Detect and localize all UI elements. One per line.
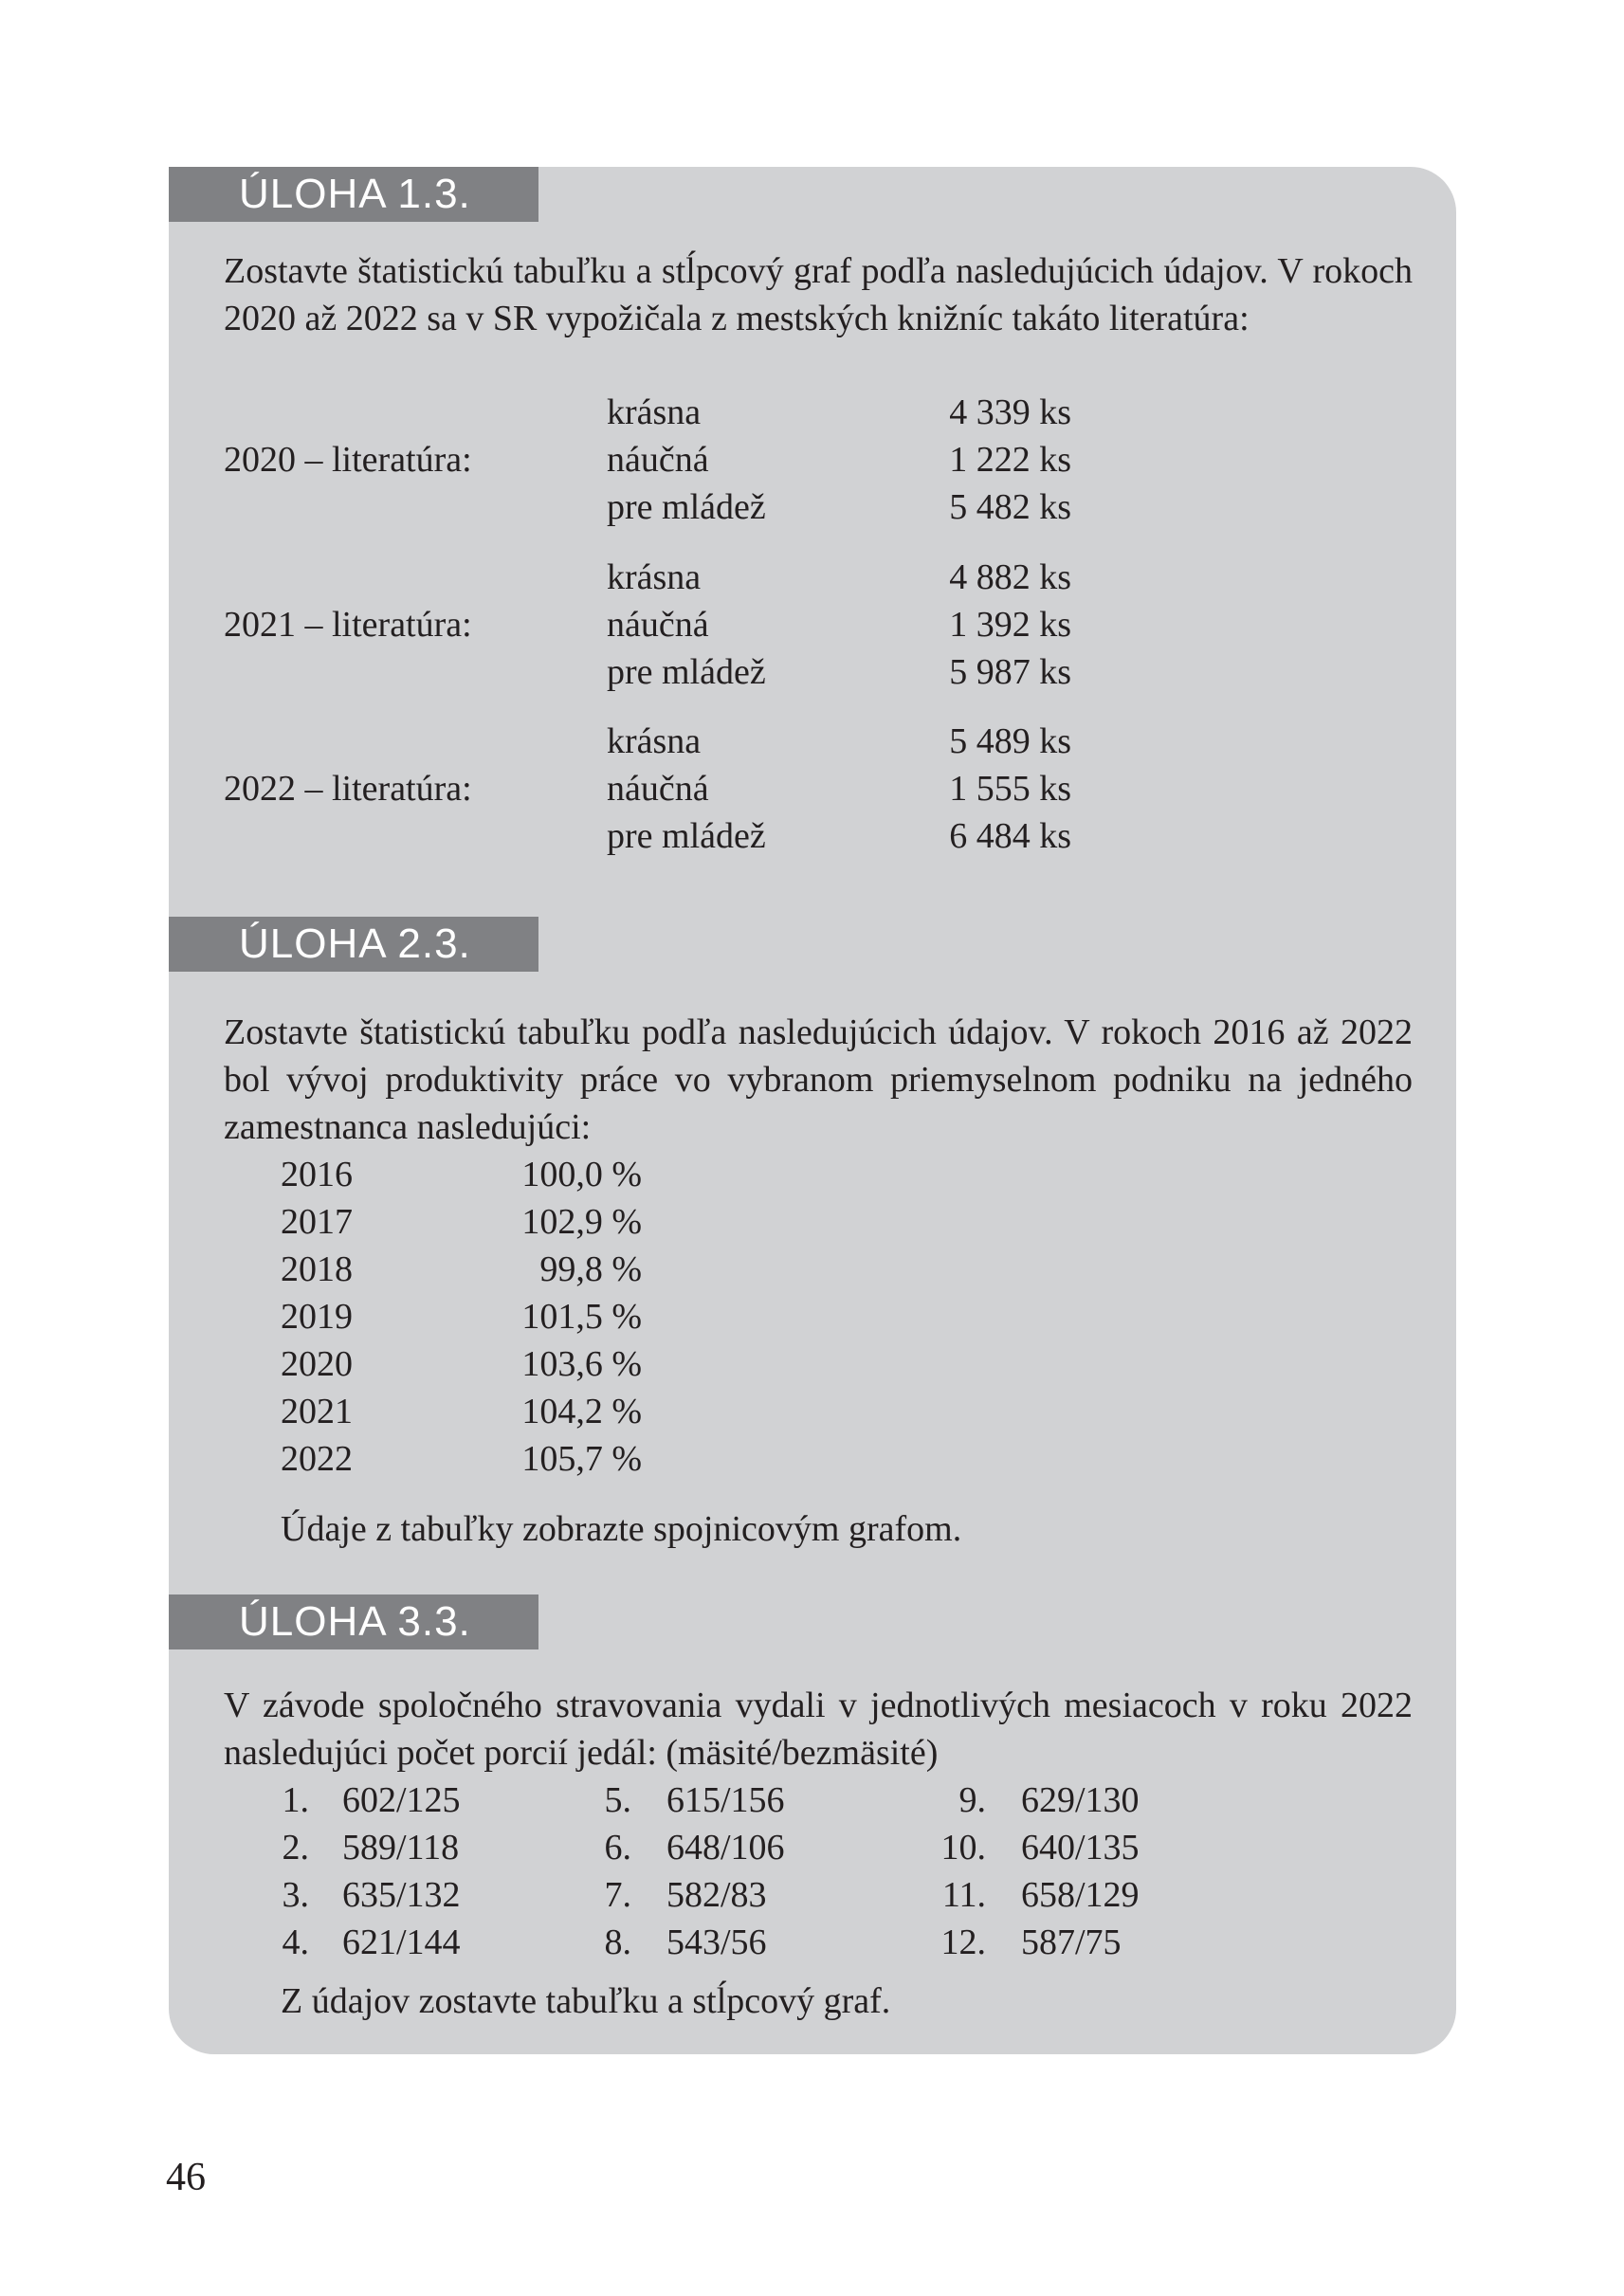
literature-count: 5 987 ks — [949, 652, 1071, 692]
literature-type: krásna — [607, 557, 702, 597]
productivity-year: 2019 — [281, 1297, 353, 1337]
month-number: 2. — [282, 1828, 309, 1868]
task-3-intro: V závode spoločného stravovania vydali v jednotlivých mesiacoch v roku 2022 nasledujúci počet porcií jedál: (mäsité/bezmäsité) — [224, 1686, 1413, 1773]
productivity-year: 2018 — [281, 1249, 353, 1289]
literature-count: 1 222 ks — [949, 440, 1071, 480]
literature-count: 4 882 ks — [949, 557, 1071, 597]
year-2020-label: 2020 – literatúra: — [224, 440, 472, 480]
task-1-intro: Zostavte štatistickú tabuľku a stĺpcový graf podľa nasledujúcich údajov. V rokoch 2020 až 2022 sa v SR vypožičala z mestských knižníc takáto literatúra: — [224, 251, 1413, 338]
portions-value: 582/83 — [666, 1875, 767, 1915]
month-number: 8. — [604, 1922, 631, 1962]
portions-value: 543/56 — [666, 1922, 767, 1962]
literature-count: 4 339 ks — [949, 392, 1071, 432]
portions-value: 602/125 — [342, 1780, 461, 1820]
productivity-year: 2017 — [281, 1202, 353, 1242]
literature-count: 5 482 ks — [949, 487, 1071, 527]
page-number: 46 — [166, 2156, 206, 2199]
literature-count: 6 484 ks — [949, 816, 1071, 856]
productivity-year: 2021 — [281, 1392, 353, 1431]
productivity-value: 101,5 % — [521, 1297, 642, 1337]
productivity-value: 102,9 % — [521, 1202, 642, 1242]
month-number: 5. — [604, 1780, 631, 1820]
productivity-value: 103,6 % — [521, 1344, 642, 1384]
year-2021-label: 2021 – literatúra: — [224, 605, 472, 645]
month-number: 11. — [941, 1875, 986, 1915]
literature-type: pre mládež — [607, 652, 766, 692]
task-2-label: ÚLOHA 2.3. — [169, 917, 538, 972]
month-number: 3. — [282, 1875, 309, 1915]
task-3-outro: Z údajov zostavte tabuľku a stĺpcový graf. — [281, 1981, 891, 2021]
productivity-value: 99,8 % — [539, 1249, 642, 1289]
month-number: 10. — [940, 1828, 986, 1868]
literature-count: 1 555 ks — [949, 769, 1071, 809]
productivity-value: 104,2 % — [521, 1392, 642, 1431]
portions-value: 589/118 — [342, 1828, 460, 1868]
task-2-intro: Zostavte štatistickú tabuľku podľa nasledujúcich údajov. V rokoch 2016 až 2022 bol vývoj produktivity práce vo vybranom priemyselnom podniku na jedného zamestnanca nasledujúci: — [224, 1012, 1413, 1147]
month-number: 12. — [940, 1922, 986, 1962]
literature-type: krásna — [607, 392, 702, 432]
portions-value: 658/129 — [1021, 1875, 1140, 1915]
productivity-year: 2016 — [281, 1155, 353, 1194]
portions-value: 621/144 — [342, 1922, 461, 1962]
month-number: 6. — [604, 1828, 631, 1868]
portions-value: 648/106 — [666, 1828, 785, 1868]
portions-value: 587/75 — [1021, 1922, 1122, 1962]
literature-type: náučná — [607, 440, 709, 480]
literature-type: náučná — [607, 769, 709, 809]
month-number: 4. — [282, 1922, 309, 1962]
month-number: 9. — [958, 1780, 986, 1820]
portions-value: 629/130 — [1021, 1780, 1140, 1820]
task-2-outro: Údaje z tabuľky zobrazte spojnicovým grafom. — [281, 1509, 962, 1549]
literature-count: 1 392 ks — [949, 605, 1071, 645]
literature-type: pre mládež — [607, 816, 766, 856]
productivity-year: 2022 — [281, 1439, 353, 1479]
portions-value: 615/156 — [666, 1780, 785, 1820]
literature-type: náučná — [607, 605, 709, 645]
literature-type: krásna — [607, 721, 702, 761]
task-1-label: ÚLOHA 1.3. — [169, 167, 538, 222]
literature-count: 5 489 ks — [949, 721, 1071, 761]
portions-value: 635/132 — [342, 1875, 461, 1915]
task-3-label: ÚLOHA 3.3. — [169, 1594, 538, 1649]
portions-value: 640/135 — [1021, 1828, 1140, 1868]
productivity-value: 105,7 % — [521, 1439, 642, 1479]
literature-type: pre mládež — [607, 487, 766, 527]
year-2022-label: 2022 – literatúra: — [224, 769, 472, 809]
productivity-year: 2020 — [281, 1344, 353, 1384]
month-number: 1. — [282, 1780, 309, 1820]
productivity-value: 100,0 % — [521, 1155, 642, 1194]
month-number: 7. — [604, 1875, 631, 1915]
